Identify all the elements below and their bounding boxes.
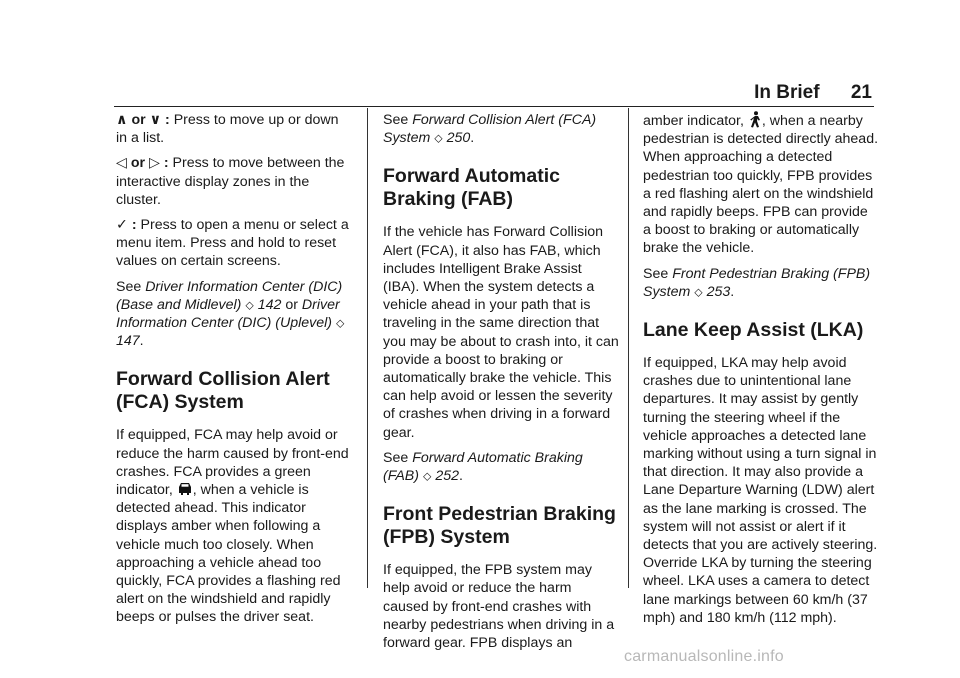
page-ref[interactable]: 142 xyxy=(257,296,282,313)
page-ref-icon: ⬦ xyxy=(335,316,345,331)
xref-link[interactable]: Forward Collision Alert (FCA) System xyxy=(383,112,597,147)
column-3 xyxy=(643,111,879,634)
heading-fca: Forward Collision Alert (FCA) System xyxy=(116,368,330,414)
checkmark-icon: ✓ : xyxy=(116,217,137,234)
column-divider xyxy=(628,108,629,588)
paragraph: If equipped, LKA may help avoid crashes due to unintentional lane departures. It may assist by gently turning the steering wheel if the vehicle approaches a detected lane marking without using a turn signal in that direction. It may also provide a Lane Departure Warning (LDW) alert as the lane marking is crossed. The system will not assist or alert if it detects that you are actively steering. Override LKA by turning the steering wheel. LKA uses a camera to detect lane markings between 60 km/h (37 mph) and 180 km/h (112 mph). xyxy=(643,355,878,626)
cross-reference: See Front Pedestrian Braking (FPB) System ⬦ 253. xyxy=(643,265,871,300)
watermark: carmanualsonline.info xyxy=(624,648,784,665)
cross-reference: See Forward Collision Alert (FCA) System ⬦ 250. xyxy=(383,112,597,147)
paragraph: If equipped, the FPB system may help avoid or reduce the harm caused by front-end crashes with nearby pedestrians when driving in a forward gear. FPB displays an xyxy=(383,562,615,652)
cross-reference: See Driver Information Center (DIC) (Base and Midlevel) ⬦ 142 or Driver Information Center (DIC) (Uplevel) ⬦ 147. xyxy=(116,278,345,350)
page-number: 21 xyxy=(850,82,872,103)
section-title: In Brief xyxy=(754,82,820,103)
xref-link[interactable]: Driver Information Center (DIC) (Base and Midlevel) xyxy=(116,278,343,313)
page-header xyxy=(754,82,872,104)
up-down-arrows-icon: ∧ or ∨ : xyxy=(116,112,170,128)
column-1 xyxy=(116,111,352,634)
xref-link[interactable]: Forward Automatic Braking (FAB) xyxy=(383,449,583,485)
page-ref-icon: ⬦ xyxy=(422,469,432,484)
page-ref-icon: ⬦ xyxy=(245,297,254,312)
paragraph: ✓ : Press to open a menu or select a menu item. Press and hold to reset values on certain screens. xyxy=(116,217,349,270)
page-ref-icon: ⬦ xyxy=(694,284,703,299)
page-ref[interactable]: 252 xyxy=(435,468,459,485)
page-ref[interactable]: 147 xyxy=(116,333,140,350)
paragraph: ◁ or ▷ : Press to move between the interactive display zones in the cluster. xyxy=(116,155,345,208)
left-right-arrows-icon: ◁ or ▷ : xyxy=(116,155,169,172)
paragraph: amber indicator, , when a nearby pedestrian is detected directly ahead. When approaching a detected pedestrian too quickly, FPB provides a red flashing alert on the windshield and rapidly beeps. FPB can provide a boost to braking or automatically brake the vehicle. xyxy=(643,113,879,257)
vehicle-ahead-icon xyxy=(177,481,193,497)
pedestrian-icon xyxy=(748,111,762,128)
page-ref-icon: ⬦ xyxy=(434,131,443,146)
header-rule xyxy=(114,106,874,107)
paragraph: If the vehicle has Forward Collision Alert (FCA), it also has FAB, which includes Intelligent Brake Assist (IBA). When the system detects a vehicle ahead in your path that is traveling in the same direction that you may be about to crash into, it can provide a boost to braking or automatically brake the vehicle. This can help avoid or lessen the severity of crashes when driving in a forward gear. xyxy=(383,224,619,441)
paragraph: If equipped, FCA may help avoid or reduce the harm caused by front-end crashes. FCA provides a green indicator, , when a vehicle is detected ahead. This indicator displays amber when following a vehicle much too closely. When approaching a vehicle ahead too quickly, FCA provides a flashing red alert on the windshield and rapidly beeps or pulses the driver seat. xyxy=(116,427,349,626)
page-ref[interactable]: 253 xyxy=(706,283,731,300)
column-divider xyxy=(367,108,368,588)
xref-link[interactable]: Driver Information Center (DIC) (Uplevel) xyxy=(116,296,340,332)
column-2 xyxy=(383,111,619,659)
heading-fab: Forward Automatic Braking (FAB) xyxy=(383,165,560,211)
paragraph: ∧ or ∨ : Press to move up or down in a list. xyxy=(116,112,339,147)
xref-link[interactable]: Front Pedestrian Braking (FPB) System xyxy=(643,265,871,300)
page-ref[interactable]: 250 xyxy=(446,130,471,147)
cross-reference: See Forward Automatic Braking (FAB) ⬦ 252. xyxy=(383,449,583,485)
heading-lka: Lane Keep Assist (LKA) xyxy=(643,319,864,342)
heading-fpb: Front Pedestrian Braking (FPB) System xyxy=(383,503,616,549)
